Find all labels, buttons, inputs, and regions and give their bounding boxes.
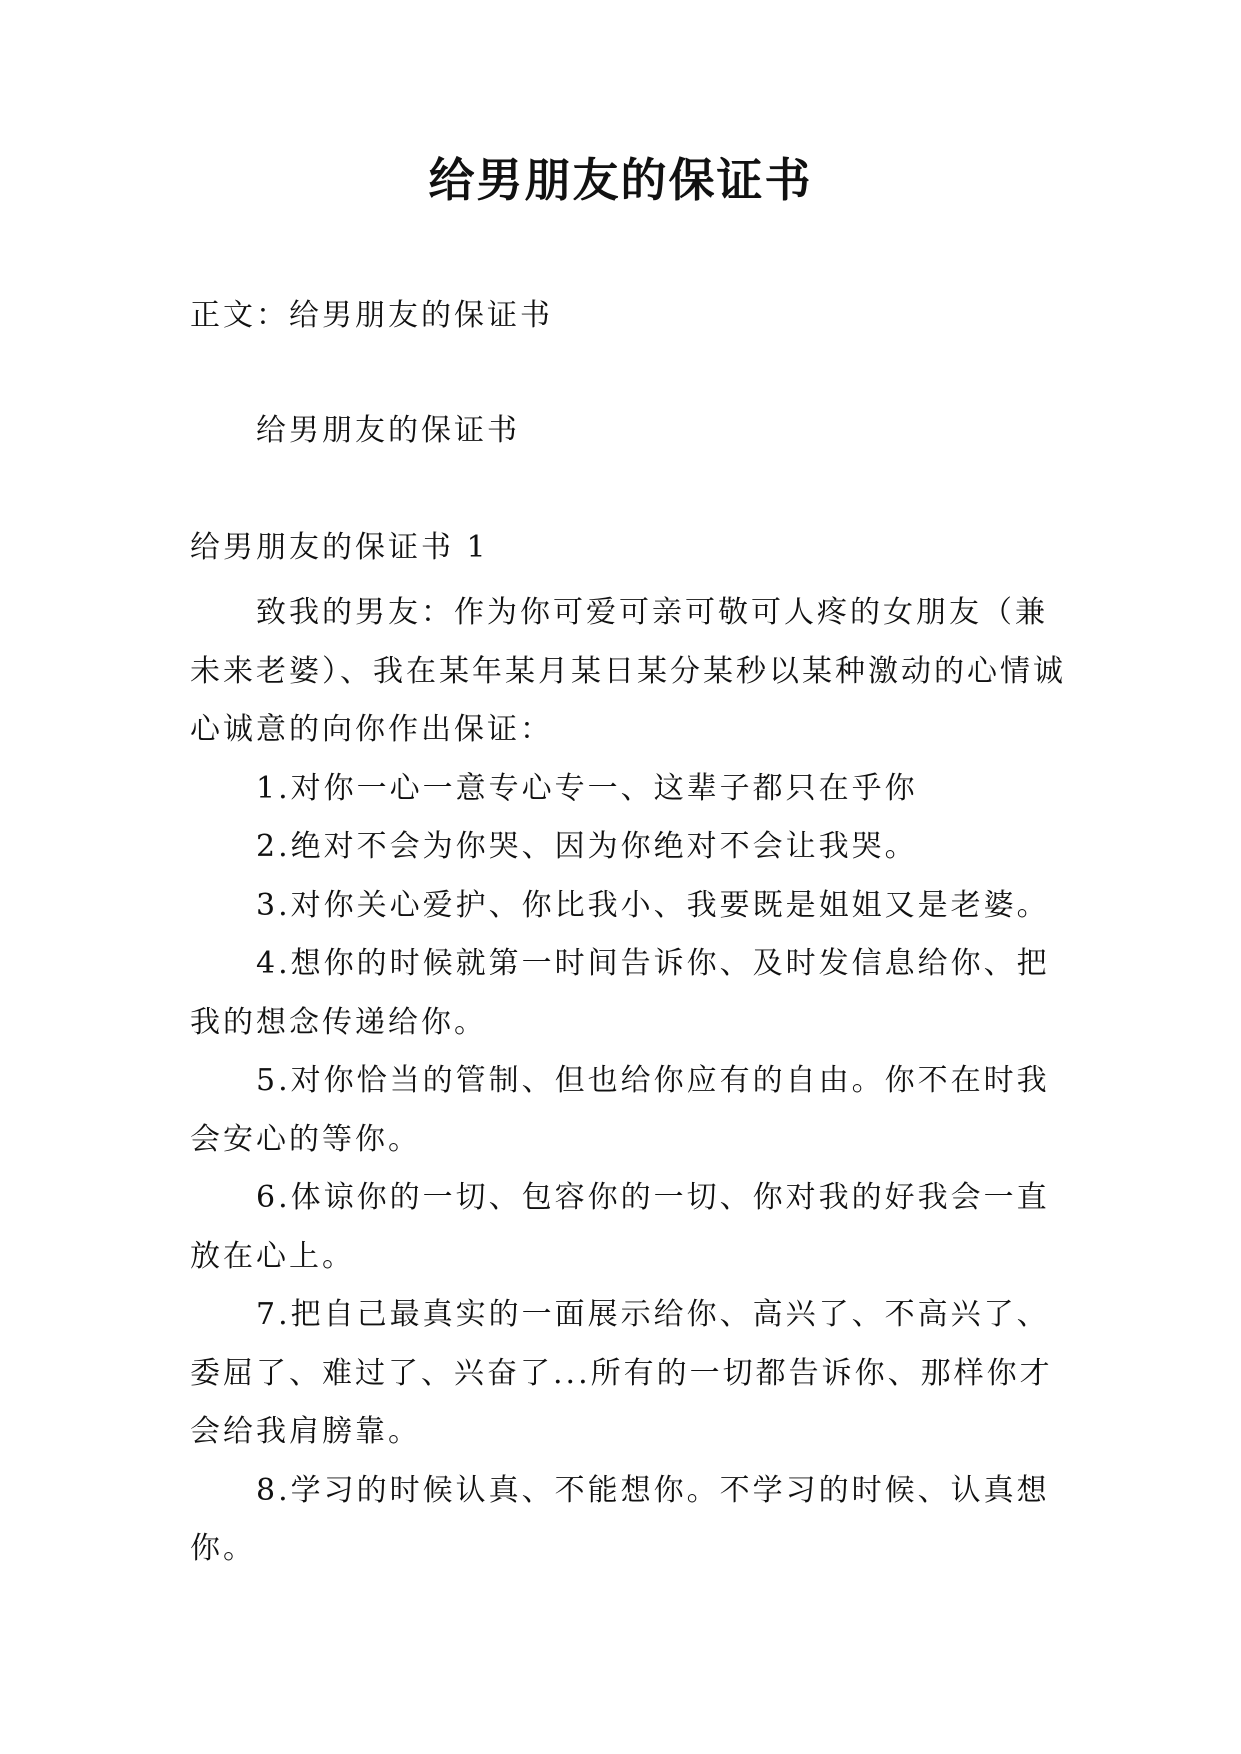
paragraph-item-7: 7.把自己最真实的一面展示给你、高兴了、不高兴了、委屈了、难过了、兴奋了...所有的一切都告诉你、那样你才会给我肩膀靠。: [190, 1297, 1053, 1449]
paragraph-item-4: 4.想你的时候就第一时间告诉你、及时发信息给你、把我的想念传递给你。: [190, 946, 1050, 1040]
document-subtitle: 给男朋友的保证书: [256, 413, 520, 448]
paragraph-item-5: 5.对你恰当的管制、但也给你应有的自由。你不在时我会安心的等你。: [190, 1063, 1050, 1157]
document-title: 给男朋友的保证书: [428, 153, 813, 207]
main-text-label: 正文：给男朋友的保证书: [190, 298, 553, 333]
paragraph-item-3: 3.对你关心爱护、你比我小、我要既是姐姐又是老婆。: [256, 887, 1050, 923]
paragraph-item-6: 6.体谅你的一切、包容你的一切、你对我的好我会一直放在心上。: [190, 1180, 1050, 1274]
section-heading: 给男朋友的保证书 1: [190, 530, 489, 565]
paragraph-intro: 致我的男友：作为你可爱可亲可敬可人疼的女朋友（兼未来老婆）、我在某年某月某日某分某秒以某种激动的心情诚心诚意的向你作出保证：: [190, 595, 1066, 747]
document-body: [190, 584, 1070, 1579]
paragraph-item-8: 8.学习的时候认真、不能想你。不学习的时候、认真想你。: [190, 1472, 1050, 1566]
paragraph-item-2: 2.绝对不会为你哭、因为你绝对不会让我哭。: [256, 829, 918, 864]
paragraph-item-1: 1.对你一心一意专心专一、这辈子都只在乎你: [256, 770, 918, 806]
